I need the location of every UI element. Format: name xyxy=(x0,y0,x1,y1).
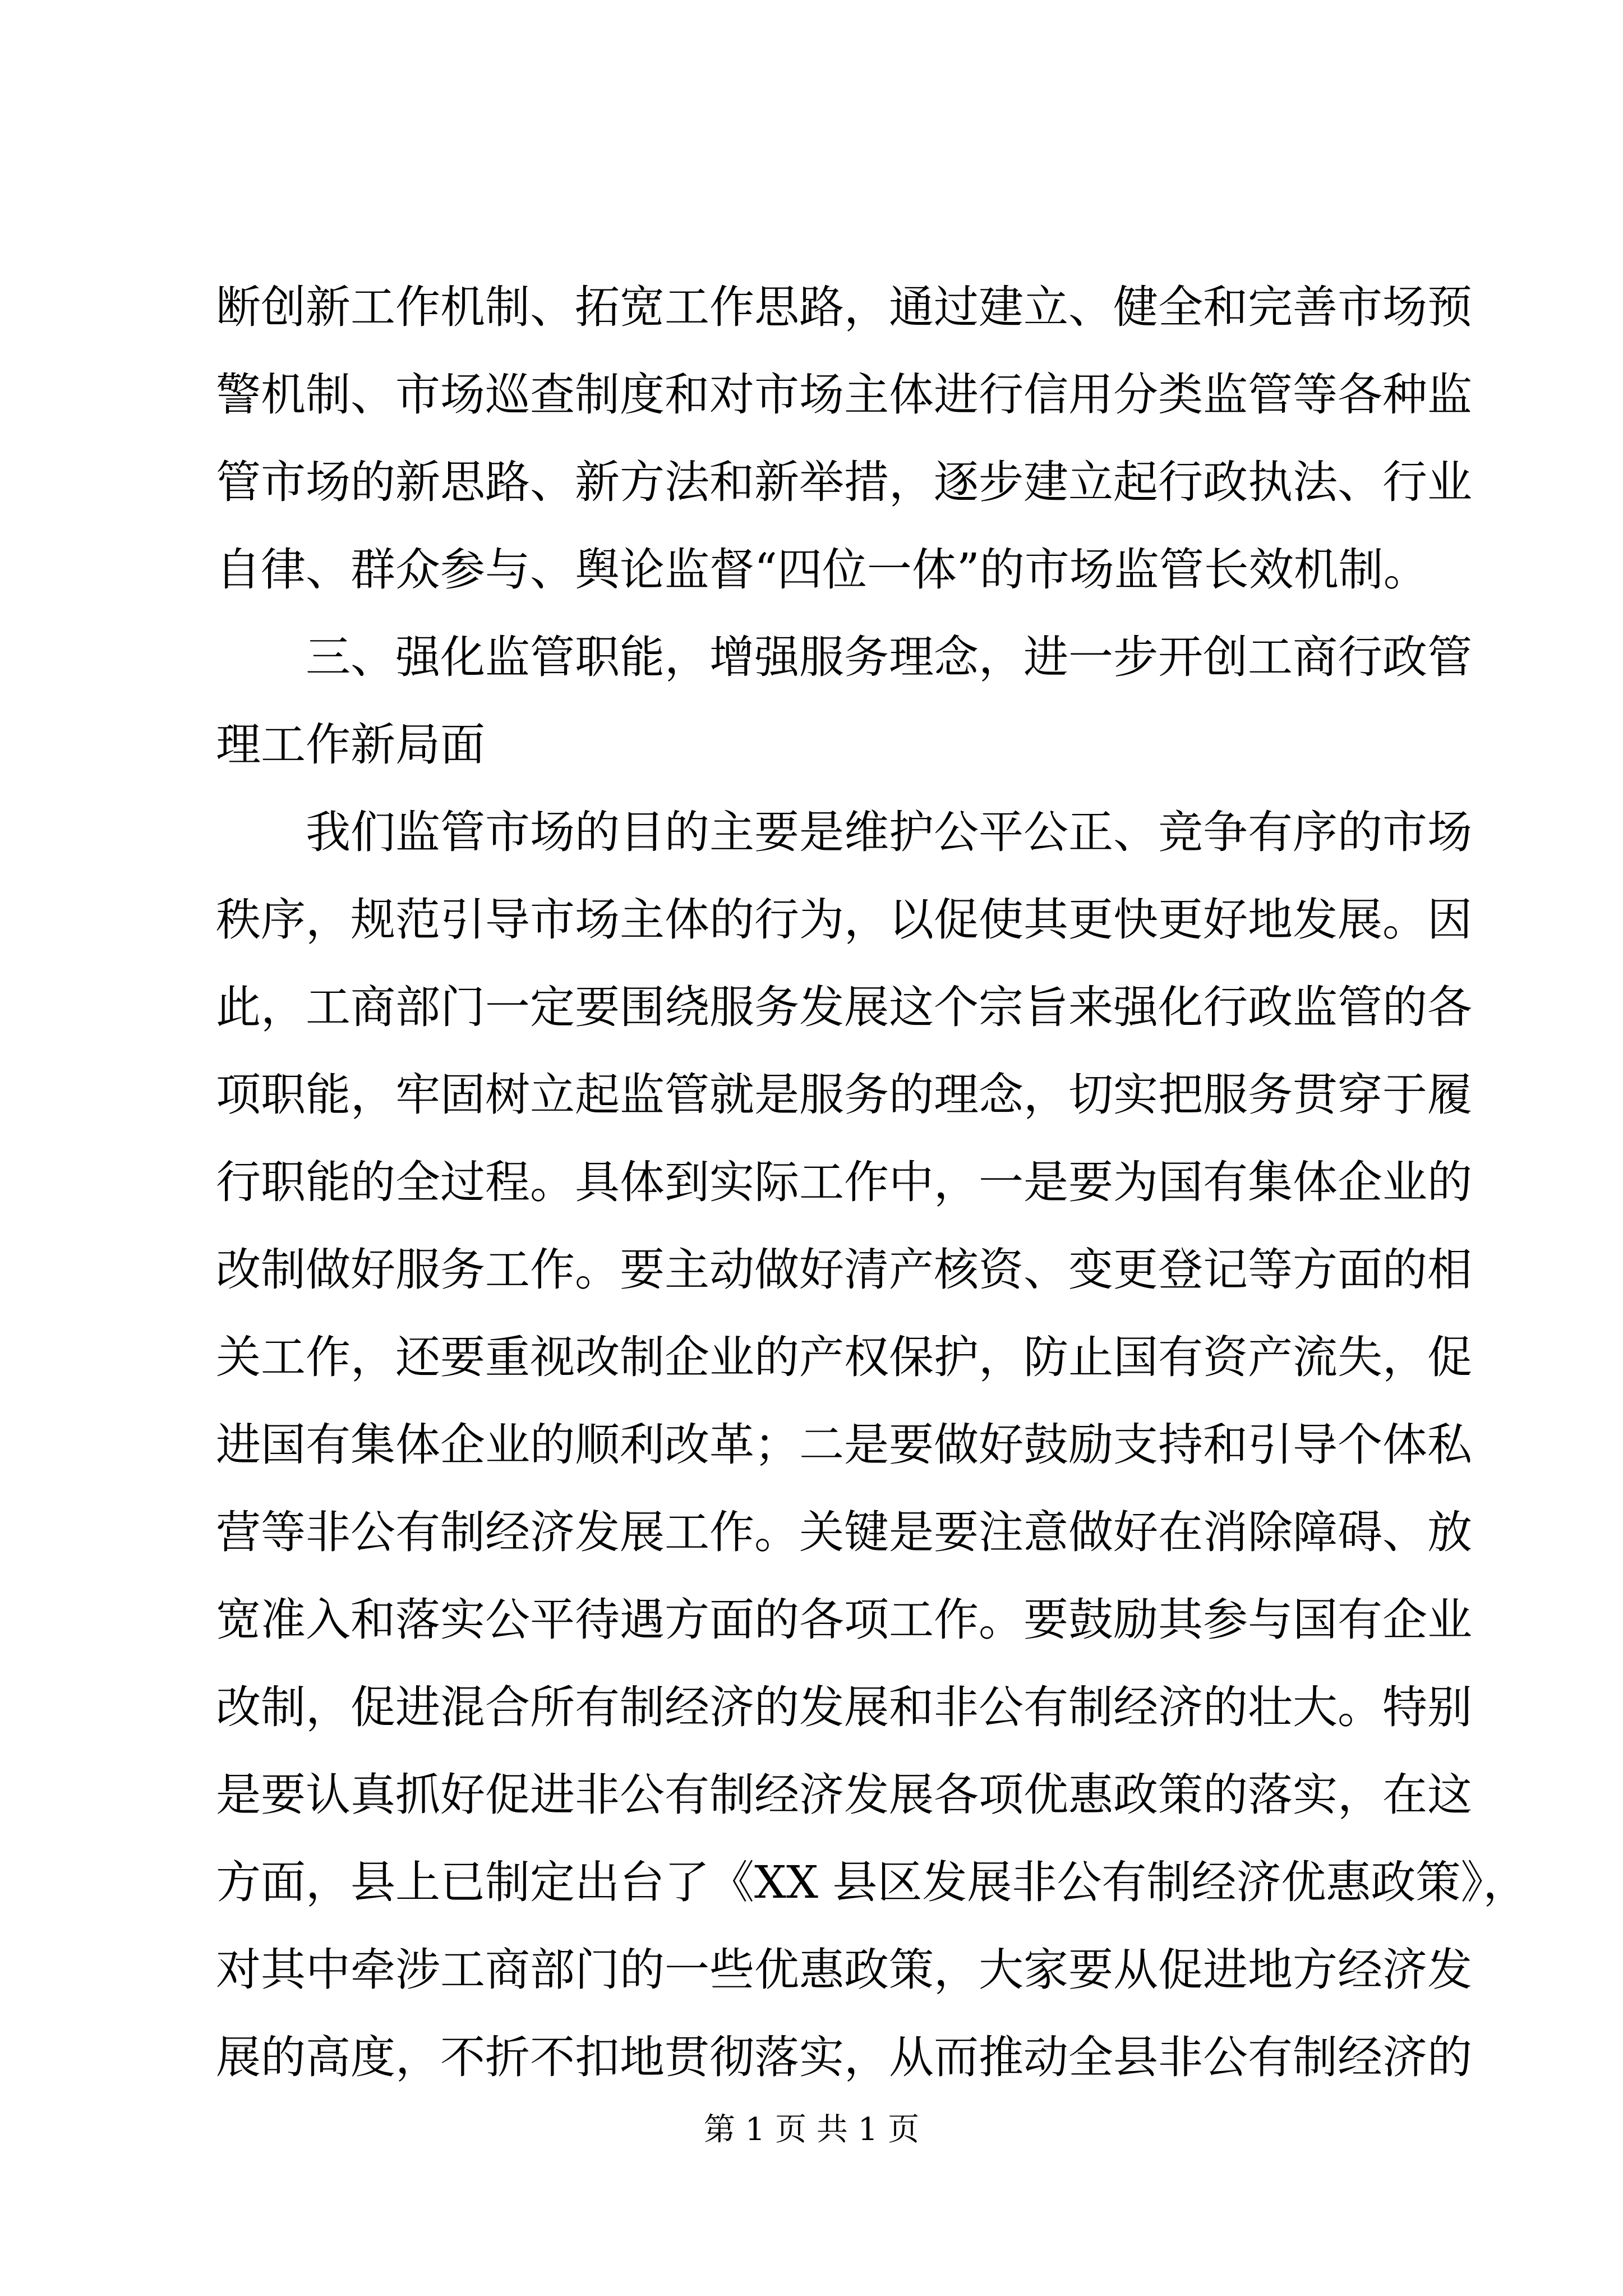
text-line: 警机制、市场巡查制度和对市场主体进行信用分类监管等各种监 xyxy=(216,369,1472,421)
text-line: 宽准入和落实公平待遇方面的各项工作。要鼓励其参与国有企业 xyxy=(216,1594,1472,1646)
text-line: 对其中牵涉工商部门的一些优惠政策，大家要从促进地方经济发 xyxy=(216,1944,1472,1996)
text-line: 自律、群众参与、舆论监督“四位一体”的市场监管长效机制。 xyxy=(216,544,1428,596)
paragraph-first-line: 我们监管市场的目的主要是维护公平公正、竞争有序的市场 xyxy=(306,806,1472,858)
section-heading-continued: 理工作新局面 xyxy=(216,719,485,771)
text-line: 改制，促进混合所有制经济的发展和非公有制经济的壮大。特别 xyxy=(216,1681,1472,1733)
text-line: 关工作，还要重视改制企业的产权保护，防止国有资产流失，促 xyxy=(216,1331,1472,1383)
text-line: 改制做好服务工作。要主动做好清产核资、变更登记等方面的相 xyxy=(216,1244,1472,1296)
text-line: 营等非公有制经济发展工作。关键是要注意做好在消除障碍、放 xyxy=(216,1506,1472,1558)
text-line: 行职能的全过程。具体到实际工作中，一是要为国有集体企业的 xyxy=(216,1156,1472,1208)
text-line: 管市场的新思路、新方法和新举措，逐步建立起行政执法、行业 xyxy=(216,456,1472,508)
text-line: 此，工商部门一定要围绕服务发展这个宗旨来强化行政监管的各 xyxy=(216,981,1472,1033)
text-line: 进国有集体企业的顺利改革；二是要做好鼓励支持和引导个体私 xyxy=(216,1419,1472,1471)
document-body xyxy=(216,264,1528,2101)
text-line: 是要认真抓好促进非公有制经济发展各项优惠政策的落实，在这 xyxy=(216,1769,1472,1821)
page-number-footer: 第 1 页 共 1 页 xyxy=(703,2111,920,2148)
section-heading: 三、强化监管职能，增强服务理念，进一步开创工商行政管 xyxy=(306,631,1472,683)
text-line: 秩序，规范引导市场主体的行为，以促使其更快更好地发展。因 xyxy=(216,894,1472,946)
text-line: 项职能，牢固树立起监管就是服务的理念，切实把服务贯穿于履 xyxy=(216,1069,1472,1121)
text-line: 方面，县上已制定出台了《XX 县区发展非公有制经济优惠政策》， xyxy=(216,1856,1528,1908)
text-line: 展的高度，不折不扣地贯彻落实，从而推动全县非公有制经济的 xyxy=(216,2031,1472,2083)
text-line: 断创新工作机制、拓宽工作思路，通过建立、健全和完善市场预 xyxy=(216,281,1472,333)
